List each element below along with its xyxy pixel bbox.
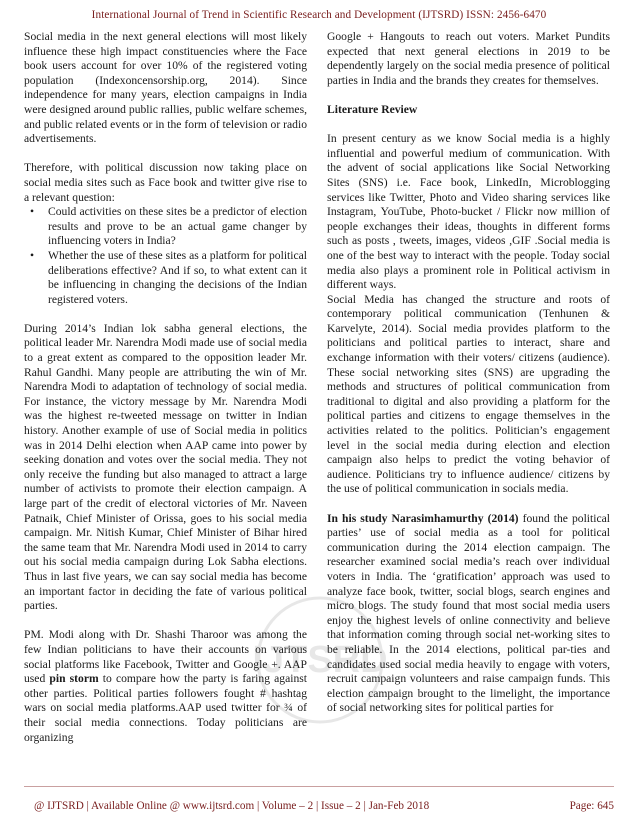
- footer-divider: [24, 786, 614, 787]
- paragraph: In present century as we know Social media is a highly influential and powerful medium of communication. With the advent of social applications like Social Networking Sites (SNS) i.e. Face book, LinkedIn, Microblogging services like Twitter, Photo and Video sharing services like Instagram, YouTube, Photo-bucket / Flickr now million of people exchanges their ideas, thoughts in different forms such as posts , tweets, images, videos ,GIF .Social media is one of the best way to interact with the people. Today social media also plays a prominent role in Political activism in different ways.: [327, 132, 610, 292]
- right-column: [327, 30, 610, 716]
- list-item: [24, 249, 307, 307]
- bold-term: pin storm: [49, 672, 99, 686]
- left-column: [24, 30, 307, 745]
- bullet-icon: •: [30, 248, 35, 262]
- section-heading: Literature Review: [327, 102, 418, 116]
- paragraph: Google + Hangouts to reach out voters. Market Pundits expected that next general elections in 2019 to be dependently largely on the social media presence of political parties in India and the brands they creates for themselves.: [327, 30, 610, 87]
- page-footer: [34, 800, 614, 812]
- watermark-text: IJTSRD: [252, 639, 388, 681]
- page-number: Page: 645: [569, 800, 614, 812]
- question-list: [24, 205, 307, 307]
- list-item: [24, 205, 307, 249]
- text-run: to compare how the party is faring against other parties. Political parties followers fought # hashtag wars on social media platforms.AAP used twitter for ¾ of their social media connections. Today politicians are organizing: [24, 672, 307, 744]
- paragraph: Therefore, with political discussion now taking place on social media sites such as Face book and twitter give rise to a relevant question:: [24, 161, 307, 204]
- list-item-text: Could activities on these sites be a predictor of election results and prove to be an actual game changer by influencing voters in India?: [48, 205, 307, 248]
- paragraph: [327, 512, 610, 716]
- paragraph: Social Media has changed the structure and roots of contemporary political communication (Tenhunen & Karvelyte, 2014). Social media provides platform to the politicians and political parties to interact, share and exchange information with their voters/ citizens (audience). These social networking sites (SNS) are upgrading the methods and structures of political communication from traditional to digital and also providing a platform for the political parties and citizens to engage themselves in the activities related to the politics. Politician’s engagement level in the social media during election and election campaign also helps to predict the voting behavior of audience. Politicians try to influence audience/ citizens by the use of political communication in socials media.: [327, 292, 610, 496]
- journal-header: International Journal of Trend in Scientific Research and Development (IJTSRD) ISSN: 2456-6470: [91, 9, 547, 21]
- footer-citation: @ IJTSRD | Available Online @ www.ijtsrd.com | Volume – 2 | Issue – 2 | Jan-Feb 2018: [34, 800, 430, 812]
- bullet-icon: •: [30, 205, 35, 219]
- paragraph: Social media in the next general elections will most likely influence these high impact constituencies where the Face book users account for over 10% of the registered voting population (Indexoncensorship.org, 2014). Since independence for many years, election campaigns in India were designed around public rallies, public welfare schemes, and public related events or in the form of television or radio advertisements.: [24, 30, 307, 146]
- text-run: found the political parties’ use of social media as a tool for political communication during the 2014 election campaign. The researcher examined social media’s reach over individual voters in India. The ‘gratification’ approach was used to analyze face book, twitter, social blogs, search engines and micro blogs. The study found that most social media users enjoy the highest levels of online connectivity and believe that information coming through social net-working sites to be reliable. In the 2014 elections, political par-ties and candidates used social media heavily to engage with voters, recruit campaign volunteers and raise campaign funds. This election campaign brought to the limelight, the importance of social networking sites for political parties for: [327, 511, 610, 715]
- paragraph: [24, 628, 307, 745]
- paragraph: During 2014’s Indian lok sabha general elections, the political leader Mr. Narendra Modi made use of social media to a great extent as compared to the opposition leader Mr. Rahul Gandhi. Many people are attributing the win of Mr. Narendra Modi to adaptation of technology of social media. For instance, the victory message by Mr. Narendra Modi was the highest re-tweeted message on twitter in Indian history. Another example of use of Social media in politics was in 2014 Delhi election when AAP came into power by seeking donation and votes over the social media. They not only receive the funding but also managed to attract a large number of activists to promote their election campaign. A large part of the credit of electoral victories of Mr. Naveen Patnaik, Chief Minister of Orissa, goes to his social media campaign. Mr. Nitish Kumar, Chief Minister of Bihar hired the same team that Mr. Narendra Modi used in 2014 to carry out his social media campaign during Lok Sabha elections. Thus in last five years, we can say social media has become an important factor in deciding the fate of various political parties.: [24, 321, 307, 613]
- text-run: PM. Modi along with Dr. Shashi Tharoor was among the few Indian politicians to have their accounts on various social platforms like Facebook, Twitter and Google +. AAP used: [24, 628, 307, 686]
- bold-term: In his study Narasimhamurthy (2014): [327, 511, 519, 525]
- list-item-text: Whether the use of these sites as a platform for political deliberations effective? And if so, to what extent can it be influencing in changing the decisions of the Indian registered voters.: [48, 248, 307, 306]
